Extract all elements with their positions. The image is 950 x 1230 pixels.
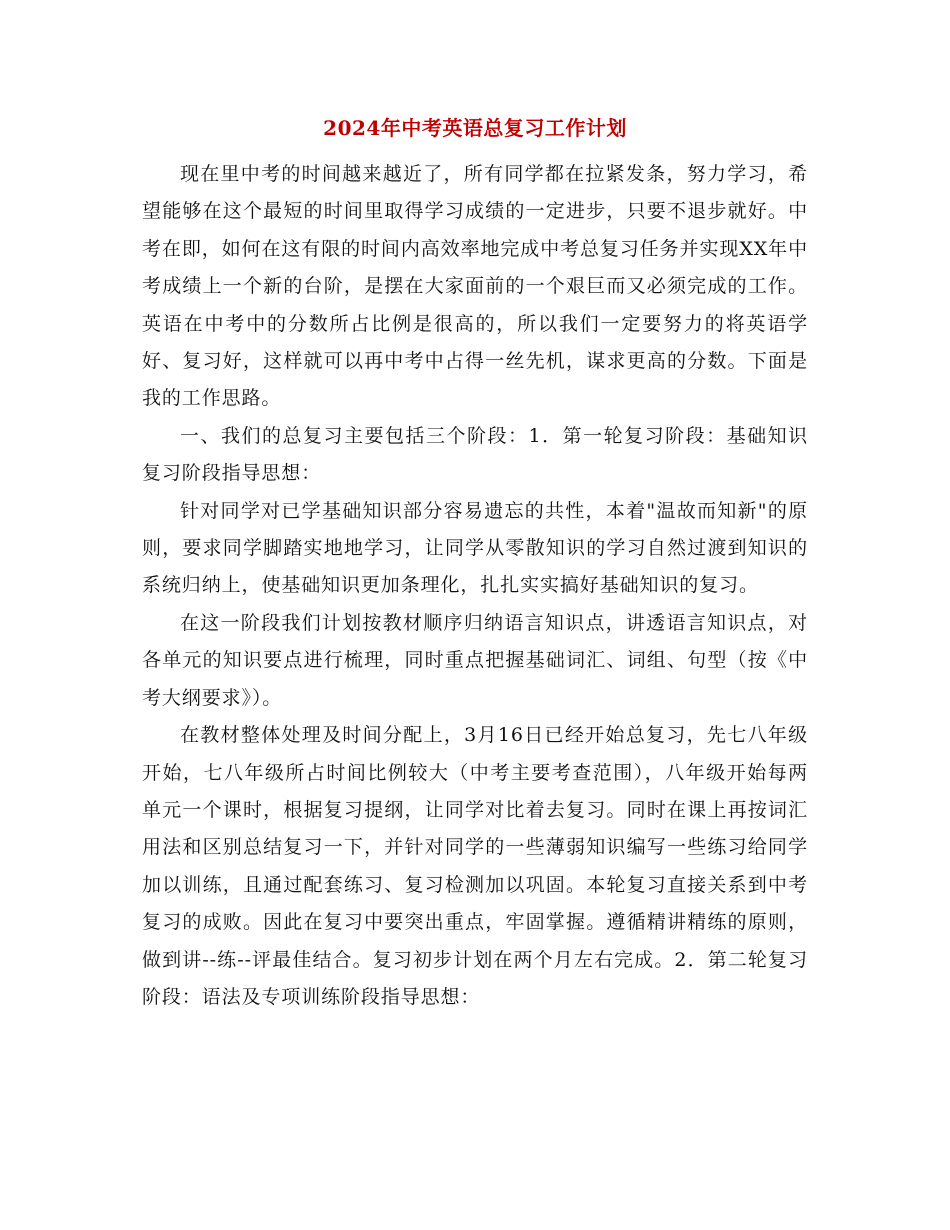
- paragraph: 在教材整体处理及时间分配上，3月16日已经开始总复习，先七八年级开始，七八年级所占时间比例较大（中考主要考查范围），八年级开始每两单元一个课时，根据复习提纲，让同学对比着去复习。同时在课上再按词汇用法和区别总结复习一下，并针对同学的一些薄弱知识编写一些练习给同学加以训练，且通过配套练习、复习检测加以巩固。本轮复习直接关系到中考复习的成败。因此在复习中要突出重点，牢固掌握。遵循精讲精练的原则，做到讲--练--评最佳结合。复习初步计划在两个月左右完成。2．第二轮复习阶段：语法及专项训练阶段指导思想：: [142, 724, 808, 1008]
- document-body: [142, 156, 808, 1016]
- document-title: 2024年中考英语总复习工作计划: [323, 116, 627, 140]
- paragraph: 现在里中考的时间越来越近了，所有同学都在拉紧发条，努力学习，希望能够在这个最短的时间里取得学习成绩的一定进步，只要不退步就好。中考在即，如何在这有限的时间内高效率地完成中考总复习任务并实现XX年中考成绩上一个新的台阶，是摆在大家面前的一个艰巨而又必须完成的工作。英语在中考中的分数所占比例是很高的，所以我们一定要努力的将英语学好、复习好，这样就可以再中考中占得一丝先机，谋求更高的分数。下面是我的工作思路。: [142, 163, 808, 410]
- paragraph: 在这一阶段我们计划按教材顺序归纳语言知识点，讲透语言知识点，对各单元的知识要点进行梳理，同时重点把握基础词汇、词组、句型（按《中考大纲要求》）。: [142, 611, 808, 709]
- paragraph: 针对同学对已学基础知识部分容易遗忘的共性，本着"温故而知新"的原则，要求同学脚踏实地地学习，让同学从零散知识的学习自然过渡到知识的系统归纳上，使基础知识更加条理化，扎扎实实搞好基础知识的复习。: [142, 499, 808, 597]
- paragraph: 一、我们的总复习主要包括三个阶段：1．第一轮复习阶段：基础知识复习阶段指导思想：: [142, 424, 808, 485]
